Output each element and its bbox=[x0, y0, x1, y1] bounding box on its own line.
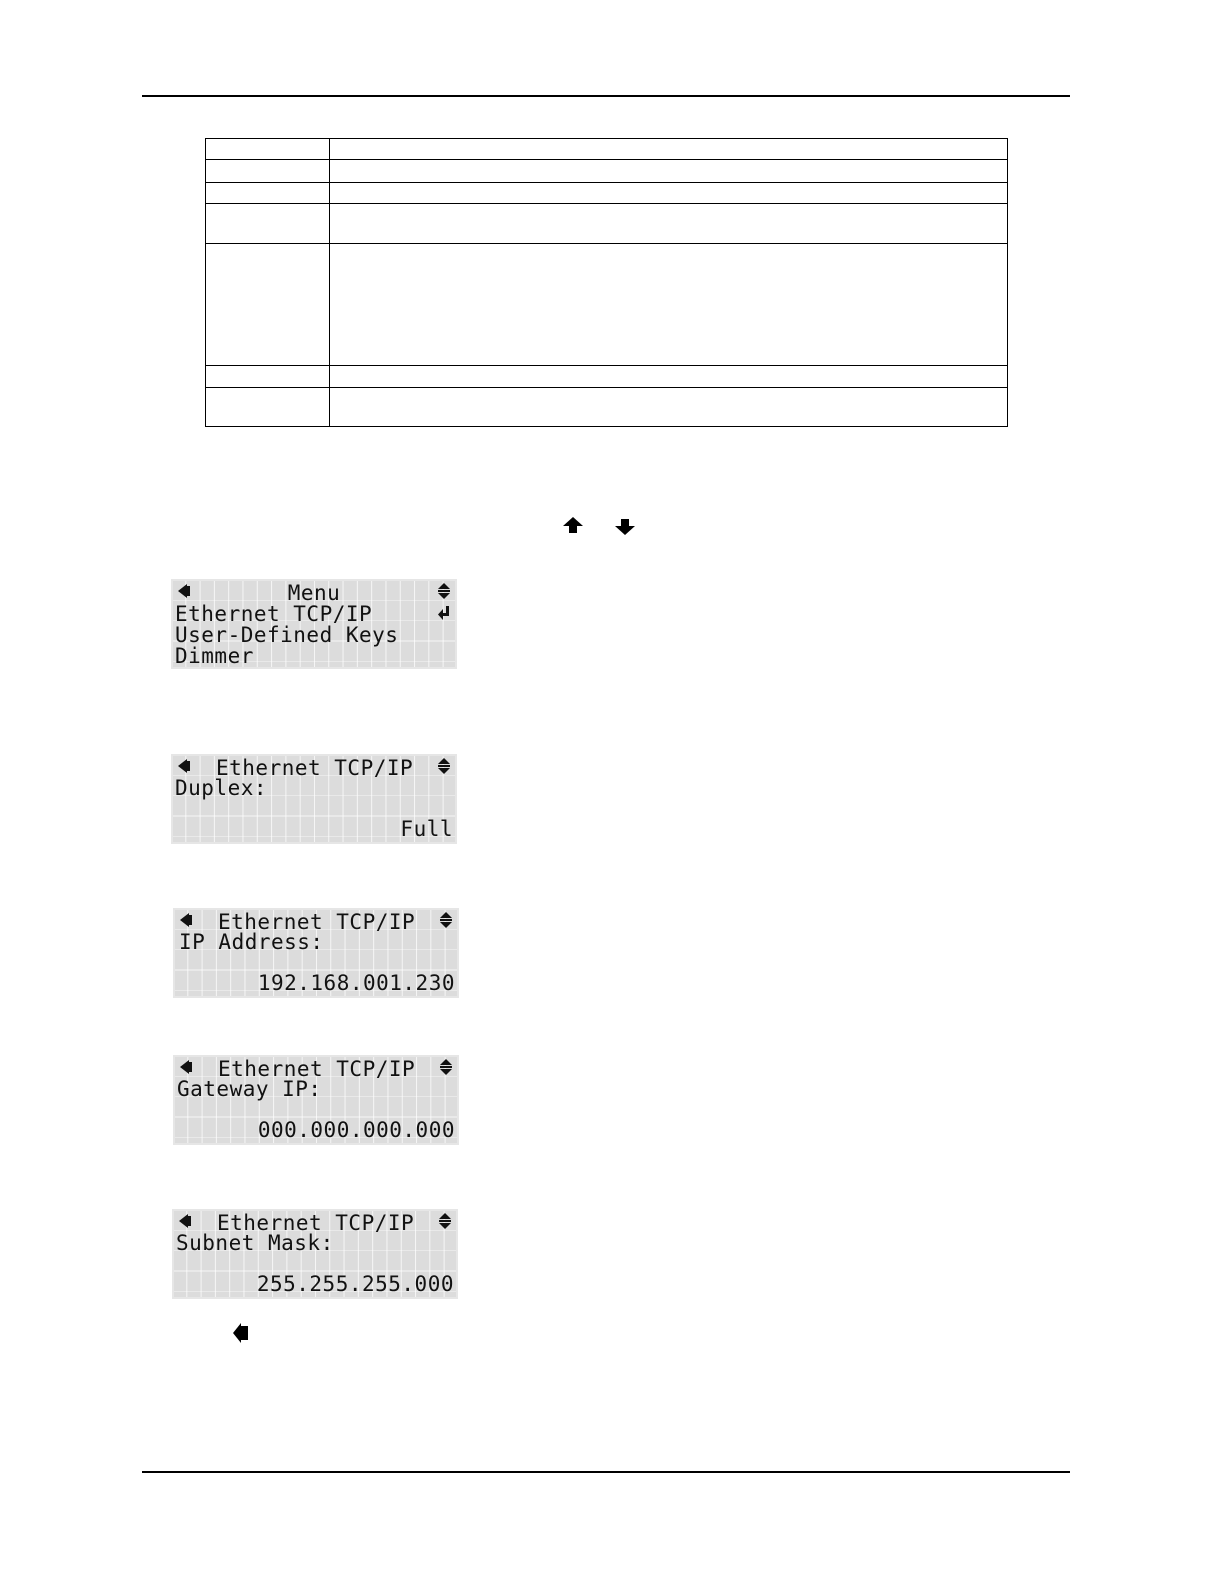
table-cell bbox=[330, 204, 1008, 244]
spec-table bbox=[205, 138, 1008, 427]
updown-arrow-icon bbox=[437, 583, 451, 599]
lcd-title: Menu bbox=[287, 581, 341, 605]
table-cell bbox=[206, 244, 330, 366]
table-cell bbox=[330, 366, 1008, 388]
table-cell bbox=[330, 160, 1008, 183]
footer-rule bbox=[142, 1471, 1070, 1473]
lcd-ip-address-screen bbox=[173, 908, 459, 998]
lcd-menu-item: User-Defined Keys bbox=[175, 623, 399, 647]
lcd-gateway-ip-screen bbox=[173, 1055, 459, 1145]
table-cell bbox=[330, 388, 1008, 427]
lcd-value: 255.255.255.000 bbox=[256, 1272, 454, 1296]
left-arrow-icon bbox=[179, 912, 193, 928]
lcd-title: Ethernet TCP/IP bbox=[217, 1211, 415, 1235]
lcd-value: 192.168.001.230 bbox=[257, 971, 455, 995]
table-row bbox=[206, 388, 1008, 427]
table-cell bbox=[206, 388, 330, 427]
lcd-title: Ethernet TCP/IP bbox=[218, 910, 416, 934]
lcd-label: Gateway IP: bbox=[177, 1077, 322, 1101]
table-cell bbox=[206, 160, 330, 183]
lcd-title: Ethernet TCP/IP bbox=[216, 756, 414, 780]
updown-arrow-icon bbox=[438, 1213, 452, 1229]
lcd-title: Ethernet TCP/IP bbox=[218, 1057, 416, 1081]
lcd-menu-item: Dimmer bbox=[175, 644, 254, 668]
header-rule bbox=[142, 95, 1070, 97]
lcd-label: Duplex: bbox=[175, 776, 268, 800]
lcd-value: 000.000.000.000 bbox=[257, 1118, 455, 1142]
lcd-subnet-mask-screen bbox=[172, 1209, 458, 1299]
left-arrow-icon bbox=[232, 1322, 250, 1344]
left-arrow-icon bbox=[177, 758, 191, 774]
table-cell bbox=[206, 204, 330, 244]
table-row bbox=[206, 204, 1008, 244]
table-row bbox=[206, 139, 1008, 160]
lcd-label: Subnet Mask: bbox=[176, 1231, 334, 1255]
table-cell bbox=[330, 244, 1008, 366]
lcd-value: Full bbox=[400, 817, 453, 841]
down-arrow-icon bbox=[614, 518, 636, 536]
table-cell bbox=[206, 183, 330, 204]
table-row bbox=[206, 366, 1008, 388]
table-row bbox=[206, 244, 1008, 366]
lcd-label: IP Address: bbox=[179, 930, 324, 954]
updown-arrow-icon bbox=[439, 1059, 453, 1075]
enter-arrow-icon bbox=[437, 605, 451, 621]
updown-arrow-icon bbox=[437, 758, 451, 774]
table-row bbox=[206, 160, 1008, 183]
lcd-menu-screen bbox=[171, 579, 457, 669]
updown-arrow-icon bbox=[439, 912, 453, 928]
lcd-duplex-screen bbox=[171, 754, 457, 844]
lcd-menu-item: Ethernet TCP/IP bbox=[175, 602, 373, 626]
table-cell bbox=[330, 183, 1008, 204]
up-arrow-icon bbox=[562, 516, 584, 534]
left-arrow-icon bbox=[178, 1213, 192, 1229]
table-row bbox=[206, 183, 1008, 204]
table-cell bbox=[330, 139, 1008, 160]
left-arrow-icon bbox=[179, 1059, 193, 1075]
table-cell bbox=[206, 366, 330, 388]
table-cell bbox=[206, 139, 330, 160]
